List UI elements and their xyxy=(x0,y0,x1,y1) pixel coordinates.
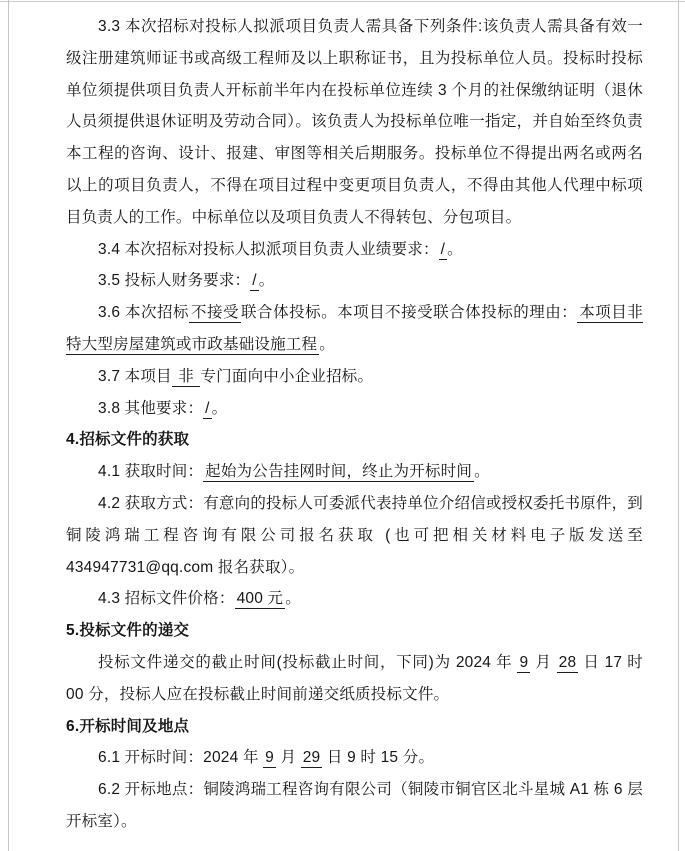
text-run: 。 xyxy=(258,272,275,290)
section-6-title xyxy=(66,711,643,743)
underlined-text: 9 xyxy=(265,749,274,767)
underlined-text: 不接受 xyxy=(191,304,240,322)
section-5-title xyxy=(66,615,643,647)
text-run: 6.开标时间及地点 xyxy=(66,717,190,735)
clause-3-7 xyxy=(66,361,643,393)
text-run: 日 17 时 00 分，投标人应在投标截止时间前递交纸质投标文件。 xyxy=(66,653,643,703)
underlined-text: / xyxy=(205,399,210,417)
underlined-text: 28 xyxy=(558,653,577,671)
text-run: 。 xyxy=(319,335,335,353)
clause-4-2 xyxy=(66,488,643,583)
text-run: 6.1 开标时间：2024 年 xyxy=(98,749,264,767)
page-top-border xyxy=(0,1,685,2)
clause-3-4 xyxy=(66,234,643,266)
text-run: 3.5 投标人财务要求： xyxy=(98,272,251,290)
clause-4-1 xyxy=(66,456,643,488)
clause-3-3 xyxy=(66,11,643,234)
document-content xyxy=(66,11,643,838)
page-left-border xyxy=(8,0,9,851)
text-run: 投标文件递交的截止时间(投标截止时间，下同)为 2024 年 xyxy=(98,653,518,671)
text-run: 4.1 获取时间： xyxy=(98,463,204,481)
text-run: 3.8 其他要求： xyxy=(98,399,204,417)
text-run: 3.3 本次招标对投标人拟派项目负责人需具备下列条件:该负责人需具备有效一级注册建筑师证书或高级工程师及以上职称证书，且为投标单位人员。投标时投标单位须提供项目负责人开标前半年内在投标单位连续 3 个月的社保缴纳证明（退休人员须提供退休证明及劳动合同）。该负责人为投标单位唯一指定，并自始至终负责本工程的咨询、设计、报建、审图等相关后期服务。投标单位不得提出两名或两名以上的项目负责人，不得在项目过程中变更项目负责人，不得由其他人代理中标项目负责人的工作。中标单位以及项目负责人不得转包、分包项目。 xyxy=(66,18,643,226)
underlined-text: 本项目非特大型房屋建筑或市政基础设施工程 xyxy=(66,304,643,353)
text-run: 5.投标文件的递交 xyxy=(66,622,190,640)
text-run: 6.2 开标地点：铜陵鸿瑞工程咨询有限公司（铜陵市铜官区北斗星城 A1 栋 6 层开标室）。 xyxy=(66,781,643,830)
text-run: 联合体投标。本项目不接受联合体投标的理由： xyxy=(241,304,578,322)
underlined-text: / xyxy=(252,272,257,290)
underlined-text: 非 xyxy=(173,367,199,385)
text-run: 3.7 本项目 xyxy=(98,367,172,385)
text-run: 3.6 本次招标 xyxy=(98,304,190,322)
page-right-border xyxy=(678,0,679,851)
text-run: 3.4 本次招标对投标人拟派项目负责人业绩要求： xyxy=(98,240,439,258)
underlined-text: 29 xyxy=(302,749,321,767)
underlined-text: 起始为公告挂网时间，终止为开标时间 xyxy=(205,463,473,481)
text-run: 。 xyxy=(447,240,463,258)
clause-3-6 xyxy=(66,297,643,361)
clause-6-1 xyxy=(66,742,643,774)
text-run: 月 xyxy=(275,749,301,767)
clause-4-3 xyxy=(66,583,643,615)
underlined-text: / xyxy=(440,240,446,258)
text-run: 4.2 获取方式：有意向的投标人可委派代表持单位介绍信或授权委托书原件，到铜陵鸿瑞工程咨询有限公司报名获取 (也可把相关材料电子版发送至 434947731@qq.com 报名获取）。 xyxy=(66,494,643,576)
clause-5-body xyxy=(66,647,643,711)
clause-6-2 xyxy=(66,774,643,838)
text-run: 。 xyxy=(211,399,228,417)
clause-3-5 xyxy=(66,265,643,297)
text-run: 专门面向中小企业招标。 xyxy=(200,367,374,385)
text-run: 日 9 时 15 分。 xyxy=(322,749,435,767)
text-run: 月 xyxy=(530,653,557,671)
text-run: 4.招标文件的获取 xyxy=(66,431,190,449)
text-run: 4.3 招标文件价格： xyxy=(98,590,235,608)
underlined-text: 9 xyxy=(519,653,529,671)
text-run: 。 xyxy=(474,463,490,481)
text-run: 。 xyxy=(285,590,301,608)
underlined-text: 400 元 xyxy=(236,590,284,608)
clause-3-8 xyxy=(66,393,643,425)
section-4-title xyxy=(66,424,643,456)
